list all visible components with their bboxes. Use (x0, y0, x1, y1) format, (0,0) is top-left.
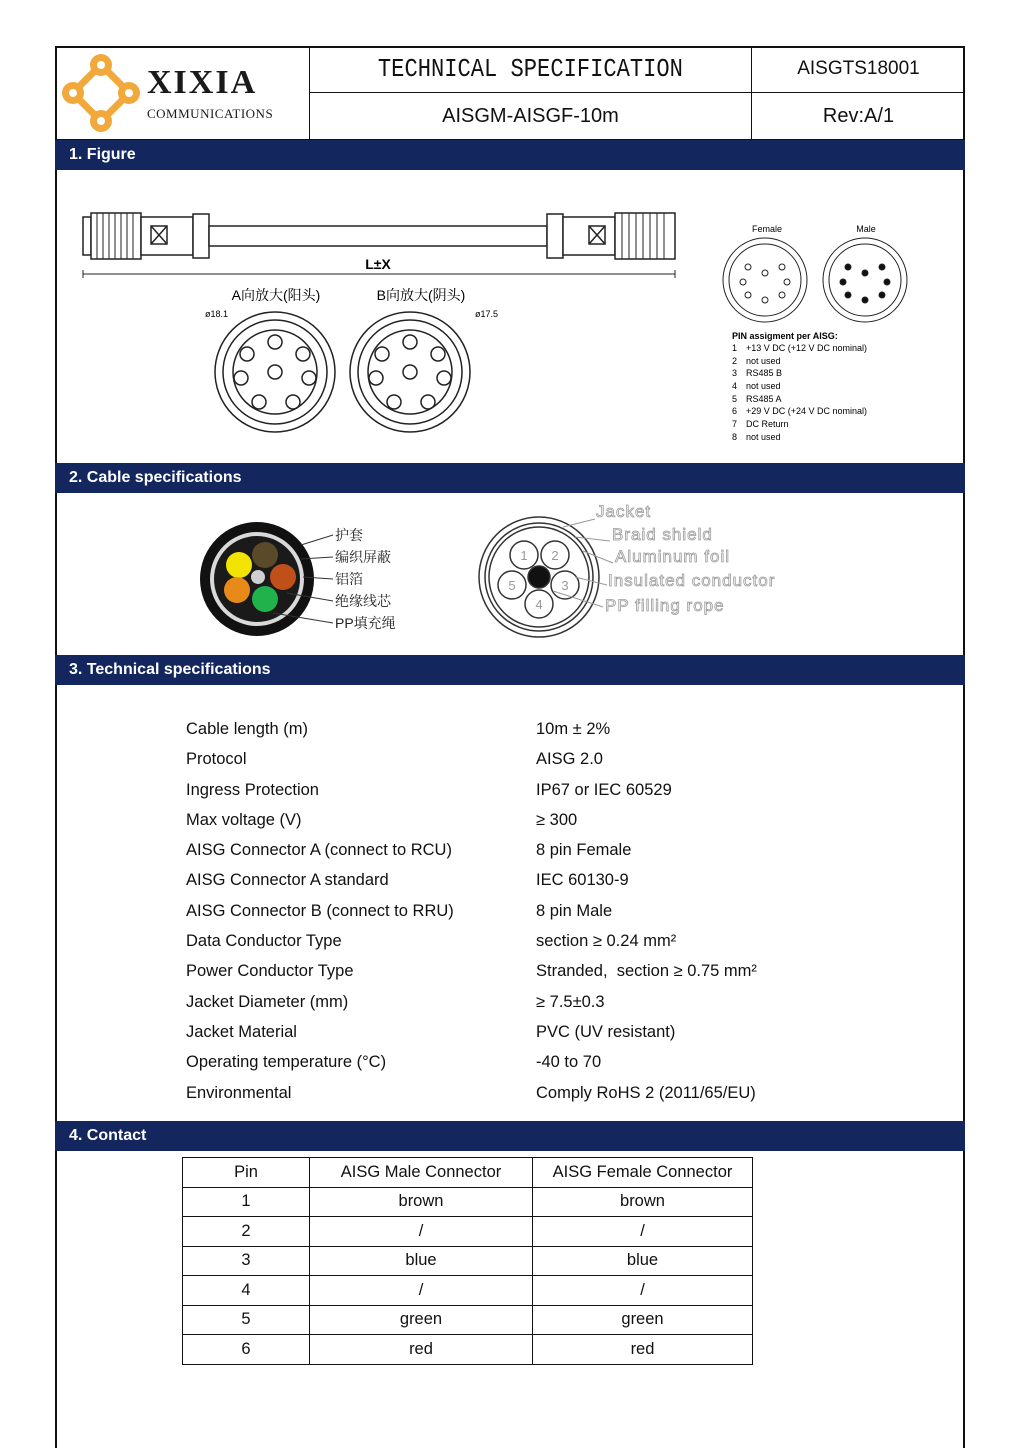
spec-value: 8 pin Female (536, 841, 632, 860)
table-row (183, 1246, 753, 1276)
contact-table (182, 1157, 753, 1365)
table-row (183, 1187, 753, 1217)
pin-desc: DC Return (746, 419, 789, 429)
table-row (183, 1276, 753, 1306)
spec-value: 10m ± 2% (536, 720, 611, 738)
table-cell: 3 (183, 1246, 310, 1276)
spec-row (186, 1080, 826, 1110)
spec-row (186, 777, 826, 807)
section-technical-header: 3. Technical specifications (55, 655, 965, 685)
spec-label: Cable length (m) (186, 720, 308, 738)
conductor-number: 5 (508, 578, 516, 593)
cn-label-conductor: 绝缘线芯 (335, 593, 391, 609)
male-label: Male (856, 224, 876, 234)
spec-label: AISG Connector B (connect to RRU) (186, 901, 454, 920)
cable-cross-section (55, 493, 965, 655)
table-cell: brown (310, 1187, 533, 1217)
section-figure-header: 1. Figure (55, 140, 965, 170)
spec-label: Jacket Diameter (mm) (186, 992, 349, 1011)
view-b-label: B向放大(阴头) (376, 287, 466, 303)
spec-value: 8 pin Male (536, 901, 613, 920)
en-label-jacket: Jacket (596, 502, 652, 521)
pin-no: 5 (732, 394, 738, 404)
pin-desc: RS485 B (746, 368, 783, 378)
table-cell: / (533, 1217, 753, 1247)
spec-row (186, 837, 826, 867)
spec-row (186, 1019, 826, 1049)
en-label-filler: PP filling rope (605, 596, 725, 615)
table-cell: blue (310, 1246, 533, 1276)
conductor-number: 3 (561, 578, 569, 593)
connector-b-face (350, 312, 470, 432)
spec-value: ≥ 7.5±0.3 (536, 992, 605, 1011)
spec-value: section ≥ 0.24 mm² (536, 932, 677, 951)
table-cell: / (533, 1276, 753, 1306)
column-header: AISG Female Connector (533, 1158, 753, 1188)
document-header (55, 46, 965, 140)
section-contact-header: 4. Contact (55, 1121, 965, 1151)
table-header-row (183, 1158, 753, 1188)
pin-desc: not used (746, 381, 781, 391)
male-pin-diagram (823, 238, 907, 322)
spec-value: PVC (UV resistant) (536, 1022, 676, 1041)
section-cable-header: 2. Cable specifications (55, 463, 965, 493)
revision: Rev:A/1 (752, 93, 965, 140)
company-subtitle: COMMUNICATIONS (147, 106, 274, 121)
table-cell: green (533, 1305, 753, 1335)
spec-label: Jacket Material (186, 1022, 297, 1041)
table-row (183, 1305, 753, 1335)
figure-drawing (55, 170, 965, 463)
spec-value: ≥ 300 (536, 810, 578, 829)
table-row (183, 1217, 753, 1247)
cable-photo (200, 522, 314, 636)
spec-row (186, 958, 826, 988)
pin-no: 2 (732, 356, 738, 366)
table-cell: brown (533, 1187, 753, 1217)
spec-label: AISG Connector A standard (186, 871, 389, 890)
column-header: AISG Male Connector (310, 1158, 533, 1188)
table-cell: 6 (183, 1335, 310, 1365)
cn-label-filler: PP填充绳 (335, 615, 396, 631)
pin-desc: +29 V DC (+24 V DC nominal) (746, 406, 868, 416)
table-cell: / (310, 1217, 533, 1247)
spec-label: Protocol (186, 750, 247, 769)
table-cell: 5 (183, 1305, 310, 1335)
cable-diagram (479, 517, 599, 637)
document-number: AISGTS18001 (752, 46, 965, 93)
pin-no: 7 (732, 419, 738, 429)
pin-desc: +13 V DC (+12 V DC nominal) (746, 343, 868, 353)
pin-no: 6 (732, 406, 738, 416)
spec-label: Operating temperature (°C) (186, 1053, 387, 1072)
spec-row (186, 989, 826, 1019)
pin-list (732, 343, 867, 442)
connector-a-face (215, 312, 335, 432)
spec-table (186, 716, 826, 1110)
conductor-number: 1 (520, 548, 528, 563)
pin-desc: RS485 A (746, 394, 782, 404)
table-cell: 2 (183, 1217, 310, 1247)
view-a-label: A向放大(阳头) (231, 287, 321, 303)
spec-value: Stranded, section ≥ 0.75 mm² (536, 962, 757, 981)
female-label: Female (751, 224, 783, 234)
en-label-foil: Aluminum foil (615, 547, 731, 566)
table-cell: red (310, 1335, 533, 1365)
table-cell: 1 (183, 1187, 310, 1217)
spec-value: -40 to 70 (536, 1053, 602, 1072)
document-title: TECHNICAL SPECIFICATION (310, 46, 752, 93)
table-cell: / (310, 1276, 533, 1306)
spec-row (186, 1049, 826, 1079)
en-label-conductor: Insulated conductor (608, 571, 776, 590)
dia-a-label: ø18.1 (205, 309, 229, 319)
spec-label: Environmental (186, 1083, 292, 1102)
spec-row (186, 898, 826, 928)
pin-no: 8 (732, 432, 738, 442)
dia-b-label: ø17.5 (475, 309, 499, 319)
spec-value: AISG 2.0 (536, 750, 603, 769)
spec-value: IEC 60130-9 (536, 871, 629, 890)
female-pin-diagram (723, 238, 807, 322)
table-cell: blue (533, 1246, 753, 1276)
conductor-number: 2 (551, 548, 559, 563)
en-label-braid: Braid shield (612, 525, 713, 544)
cn-label-jacket: 护套 (335, 527, 363, 543)
spec-label: AISG Connector A (connect to RCU) (186, 841, 452, 860)
logo-cell (55, 46, 310, 140)
pin-list-title: PIN assigment per AISG: (732, 331, 838, 341)
spec-label: Ingress Protection (186, 780, 319, 799)
spec-row (186, 746, 826, 776)
pin-no: 4 (732, 381, 738, 391)
pin-desc: not used (746, 356, 781, 366)
spec-value: Comply RoHS 2 (2011/65/EU) (536, 1083, 756, 1102)
cn-label-braid: 编织屏蔽 (335, 549, 391, 565)
spec-row (186, 928, 826, 958)
pin-no: 3 (732, 368, 738, 378)
spec-label: Data Conductor Type (186, 932, 342, 951)
spec-label: Power Conductor Type (186, 962, 354, 981)
spec-value: IP67 or IEC 60529 (536, 780, 672, 799)
length-label: L±X (365, 256, 391, 272)
table-cell: 4 (183, 1276, 310, 1306)
model-number: AISGM-AISGF-10m (310, 93, 752, 140)
conductor-number: 4 (535, 597, 543, 612)
table-cell: green (310, 1305, 533, 1335)
spec-row (186, 807, 826, 837)
pin-desc: not used (746, 432, 781, 442)
xixia-logo-icon (59, 51, 143, 135)
table-cell: red (533, 1335, 753, 1365)
spec-label: Max voltage (V) (186, 810, 302, 829)
cn-label-foil: 铝箔 (335, 571, 363, 587)
pin-no: 1 (732, 343, 738, 353)
spec-row (186, 867, 826, 897)
company-name: XIXIA (147, 64, 258, 101)
table-row (183, 1335, 753, 1365)
cable-assembly-drawing (83, 213, 675, 259)
column-header: Pin (183, 1158, 310, 1188)
spec-row (186, 716, 826, 746)
